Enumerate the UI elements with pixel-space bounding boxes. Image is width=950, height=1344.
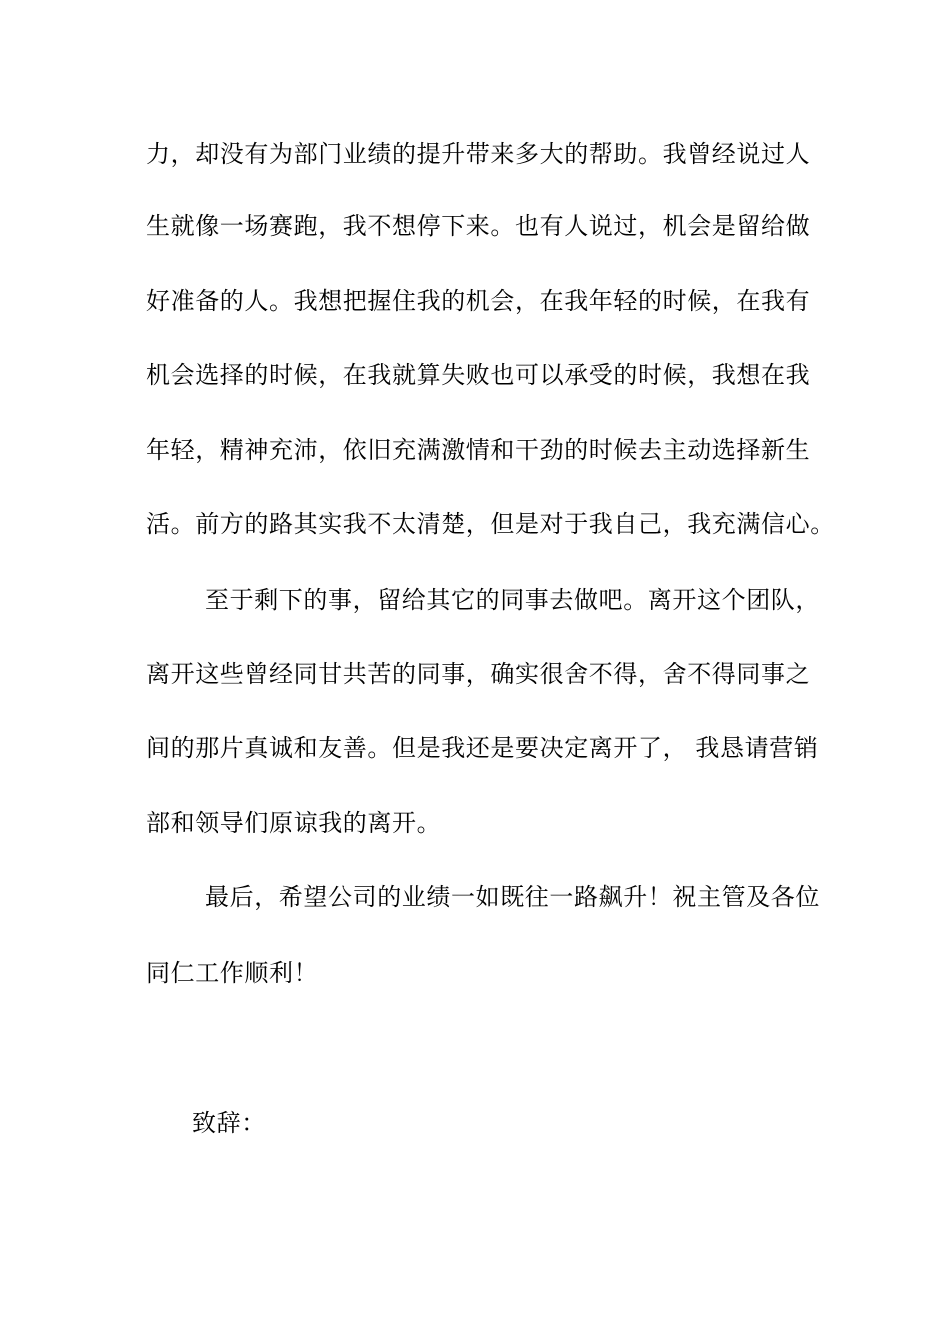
paragraph-line: 间的那片真诚和友善。但是我还是要决定离开了， 我恳请营销 (146, 734, 819, 762)
paragraph-line: 活。前方的路其实我不太清楚，但是对于我自己，我充满信心。 (146, 510, 835, 538)
paragraph-line: 离开这些曾经同甘共苦的同事，确实很舍不得，舍不得同事之 (146, 660, 811, 688)
paragraph-line: 部和领导们原谅我的离开。 (146, 809, 442, 837)
paragraph-line: 同仁工作顺利！ (146, 959, 319, 987)
paragraph-line: 年轻，精神充沛，依旧充满激情和干劲的时候去主动选择新生 (146, 436, 811, 464)
paragraph-line: 力，却没有为部门业绩的提升带来多大的帮助。我曾经说过人 (146, 140, 811, 168)
paragraph-line: 至于剩下的事，留给其它的同事去做吧。离开这个团队， (205, 586, 820, 614)
paragraph-line: 好准备的人。我想把握住我的机会，在我年轻的时候，在我有 (146, 287, 811, 315)
paragraph-line: 生就像一场赛跑，我不想停下来。也有人说过，机会是留给做 (146, 212, 811, 240)
paragraph-line: 最后，希望公司的业绩一如既往一路飙升！祝主管及各位 (205, 883, 820, 911)
closing-salutation: 致辞： (192, 1109, 266, 1137)
paragraph-line: 机会选择的时候，在我就算失败也可以承受的时候，我想在我 (146, 361, 811, 389)
